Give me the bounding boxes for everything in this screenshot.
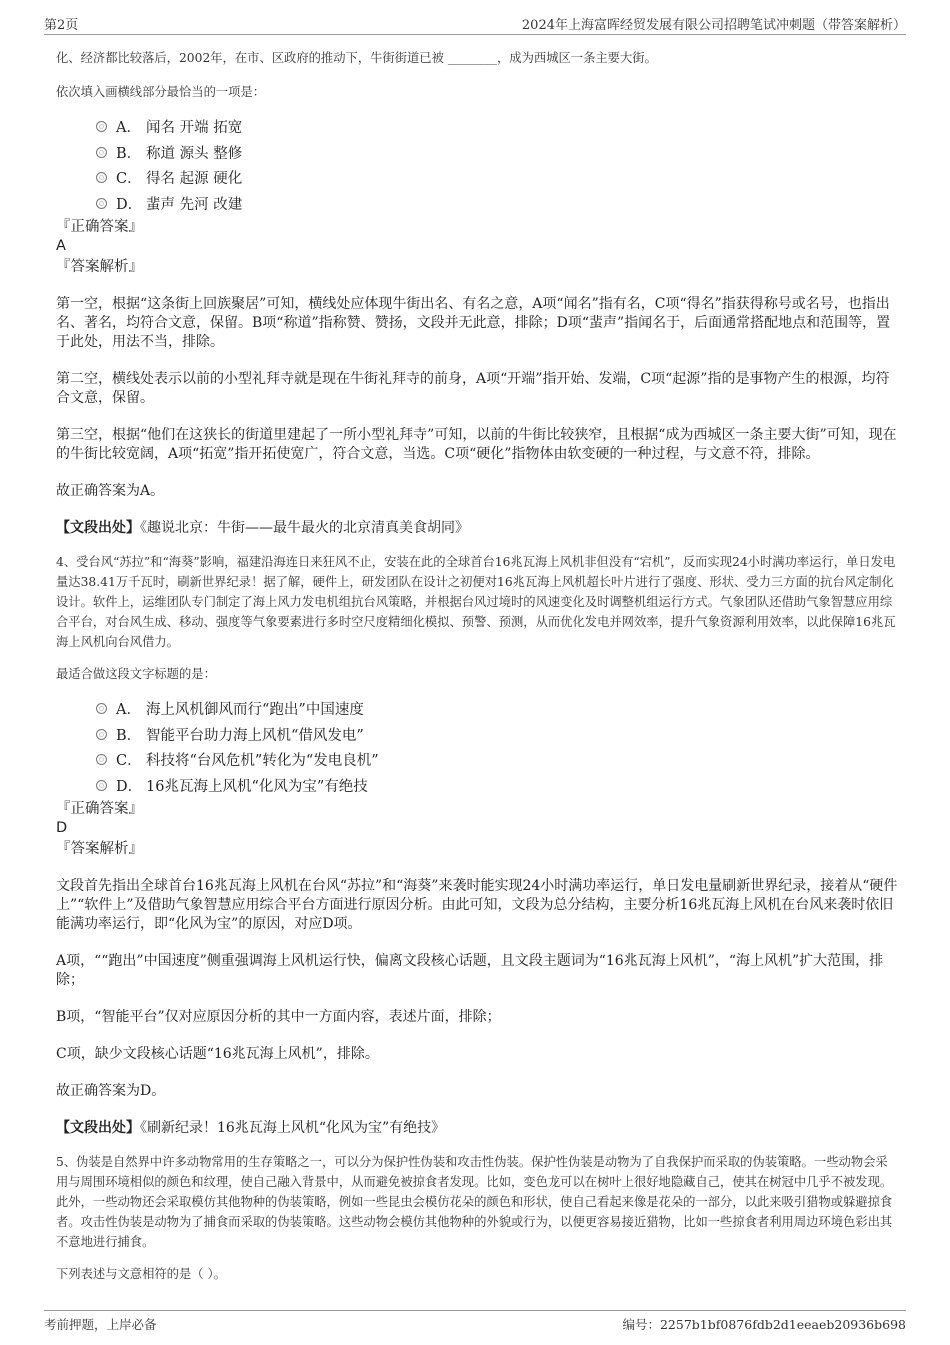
q3-option-d[interactable]: D． 蜚声 先河 改建	[96, 191, 898, 217]
page-number: 第2页	[44, 18, 79, 33]
q3-options	[96, 114, 898, 216]
radio-icon[interactable]	[96, 147, 107, 158]
q3-analysis-1: 第一空，根据“这条街上回族聚居”可知，横线处应体现牛街出名、有名之意，A项“闻名”指有名，C项“得名”指获得称号或名号，也指出名、著名，均符合文意，保留。B项“称道”指称赞、赞扬，文段并无此意，排除；D项“蜚声”指闻名于，后面通常搭配地点和范围等，置于此处，用法不当，排除。	[56, 296, 891, 350]
radio-icon[interactable]	[96, 198, 107, 209]
q4-option-b[interactable]: B． 智能平台助力海上风机“借风发电”	[96, 722, 898, 748]
q4-analysis-5: 故正确答案为D。	[56, 1083, 166, 1099]
q5-passage: 5、伪装是自然界中许多动物常用的生存策略之一，可以分为保护性伪装和攻击性伪装。保护性伪装是动物为了自我保护而采取的伪装策略。一些动物会采用与周围环境相似的颜色和纹理，使自己融入背景中，从而避免被掠食者发现。比如，变色龙可以在树叶上很好地隐藏自己，使其在树冠中几乎不被发现。此外，一些动物还会采取模仿其他物种的伪装策略，例如一些昆虫会模仿花朵的颜色和形状，使自己看起来像是花朵的一部分，以此来吸引猎物或躲避掠食者。攻击性伪装是动物为了捕食而采取的伪装策略。这些动物会模仿其他物种的外貌或行为，以便更容易接近猎物，比如一些掠食者利用周边环境色彩出其不意地进行捕食。	[56, 1155, 893, 1249]
q4-option-c[interactable]: C． 科技将“台风危机”转化为“发电良机”	[96, 747, 898, 773]
q3-passage-tail: 化、经济都比较落后，2002年，在市、区政府的推动下，牛街街道已被 ________，成为西城区一条主要大街。	[56, 51, 657, 65]
radio-icon[interactable]	[96, 729, 107, 740]
q3-analysis-label: 『答案解析』	[56, 259, 143, 275]
q3-option-a[interactable]: A． 闻名 开端 拓宽	[96, 114, 898, 140]
footer-serial: 编号：2257b1bf0876fdb2d1eeaeb20936b698	[622, 1317, 906, 1332]
q4-analysis-2: A项，““跑出”中国速度”侧重强调海上风机运行快，偏离文段核心话题，且文段主题词为“16兆瓦海上风机”，“海上风机”扩大范围，排除；	[56, 953, 884, 988]
q4-option-d[interactable]: D． 16兆瓦海上风机“化风为宝”有绝技	[96, 773, 898, 799]
q3-analysis-2: 第二空，横线处表示以前的小型礼拜寺就是现在牛街礼拜寺的前身，A项“开端”指开始、发端，C项“起源”指的是事物产生的根源，均符合文意，保留。	[56, 371, 890, 406]
radio-icon[interactable]	[96, 780, 107, 791]
q4-answer-label: 『正确答案』	[56, 801, 143, 817]
q4-analysis-label: 『答案解析』	[56, 841, 143, 857]
q3-prompt: 依次填入画横线部分最恰当的一项是：	[56, 85, 266, 99]
q3-answer-label: 『正确答案』	[56, 219, 143, 235]
q4-analysis-4: C项，缺少文段核心话题“16兆瓦海上风机”，排除。	[56, 1046, 379, 1062]
q4-prompt: 最适合做这段文字标题的是：	[56, 667, 216, 681]
q4-options	[96, 696, 898, 798]
q4-answer: D	[56, 820, 68, 836]
page-footer	[44, 1310, 906, 1335]
page-header	[44, 12, 906, 35]
q4-option-a[interactable]: A． 海上风机御风而行“跑出”中国速度	[96, 696, 898, 722]
radio-icon[interactable]	[96, 703, 107, 714]
q5-prompt: 下列表述与文意相符的是（ ）。	[56, 1267, 226, 1281]
q3-option-c[interactable]: C． 得名 起源 硬化	[96, 165, 898, 191]
document-title: 2024年上海富晖经贸发展有限公司招聘笔试冲刺题（带答案解析）	[521, 18, 906, 33]
q3-analysis-3: 第三空，根据“他们在这狭长的街道里建起了一所小型礼拜寺”可知，以前的牛街比较狭窄，且根据“成为西城区一条主要大街”可知，现在的牛街比较宽阔，A项“拓宽”指开拓使宽广，符合文意，当选。C项“硬化”指物体由软变硬的一种过程，与文意不符，排除。	[56, 427, 897, 462]
q4-analysis-3: B项，“智能平台”仅对应原因分析的其中一方面内容，表述片面，排除；	[56, 1009, 501, 1025]
q4-analysis-1: 文段首先指出全球首台16兆瓦海上风机在台风“苏拉”和“海葵”来袭时能实现24小时满功率运行，单日发电量刷新世界纪录，接着从“硬件上”“软件上”及借助气象智慧应用综合平台方面进行原因分析。由此可知，文段为总分结构，主要分析16兆瓦海上风机在台风来袭时依旧能满功率运行，即“化风为宝”的原因，对应D项。	[56, 878, 898, 932]
q3-analysis-4: 故正确答案为A。	[56, 483, 165, 499]
q4-source: 【文段出处】《刷新纪录！16兆瓦海上风机“化风为宝”有绝技》	[56, 1120, 446, 1136]
radio-icon[interactable]	[96, 172, 107, 183]
footer-slogan: 考前押题，上岸必备	[44, 1317, 157, 1332]
document-body	[56, 46, 898, 1284]
q4-passage: 4、受台风“苏拉”和“海葵”影响，福建沿海连日来狂风不止，安装在此的全球首台16兆瓦海上风机非但没有“宕机”，反而实现24小时满功率运行，单日发电量达38.41万千瓦时，刷新世界纪录！据了解，硬件上，研发团队在设计之初便对16兆瓦海上风机超长叶片进行了强度、形状、受力三方面的抗台风定制化设计。软件上，运维团队专门制定了海上风力发电机组抗台风策略，并根据台风过境时的风速变化及时调整机组运行方式。气象团队还借助气象智慧应用综合平台，对台风生成、移动、强度等气象要素进行多时空尺度精细化模拟、预警、预测，从而优化发电并网效率，提升气象资源利用效率，以此保障16兆瓦海上风机向台风借力。	[56, 555, 896, 649]
q3-option-b[interactable]: B． 称道 源头 整修	[96, 140, 898, 166]
q3-answer: A	[56, 238, 66, 254]
radio-icon[interactable]	[96, 121, 107, 132]
radio-icon[interactable]	[96, 754, 107, 765]
q3-source: 【文段出处】《趣说北京：牛街——最牛最火的北京清真美食胡同》	[56, 520, 469, 536]
